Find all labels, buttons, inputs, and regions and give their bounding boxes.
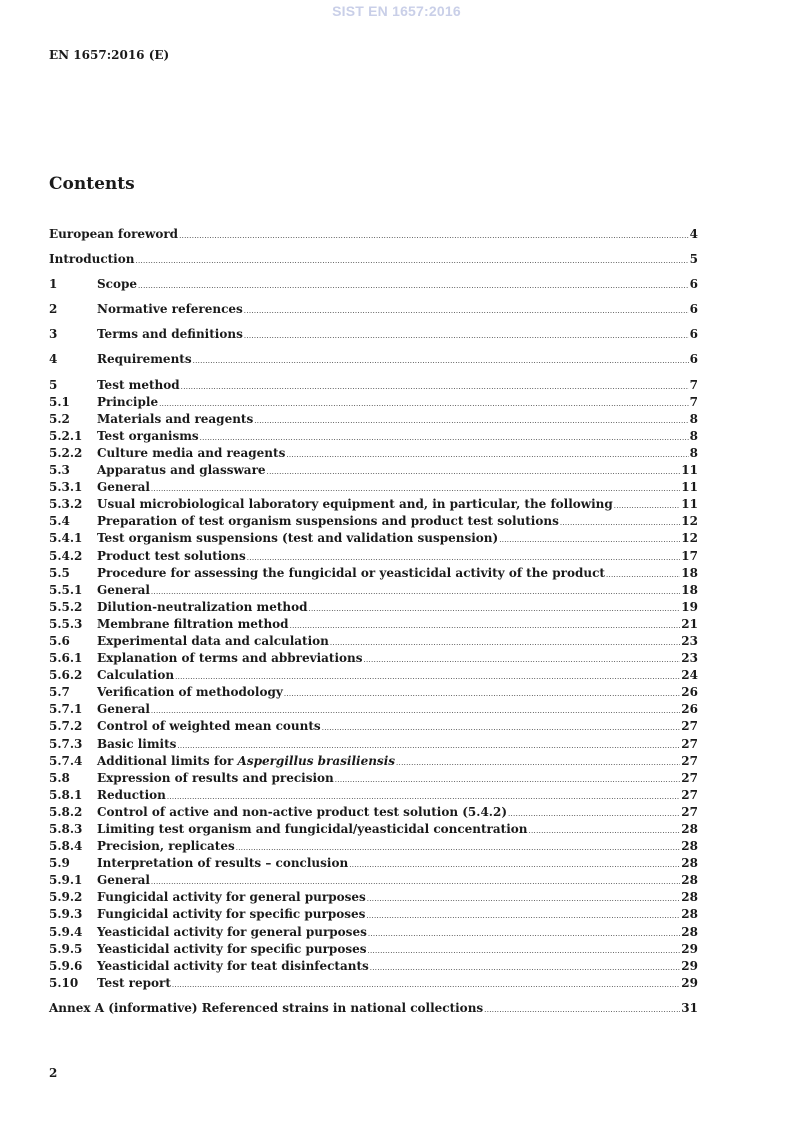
toc-entry-title-text: Reduction — [97, 787, 166, 802]
toc-entry-number: 5.6.2 — [49, 668, 83, 683]
toc-entry-title — [97, 787, 166, 804]
toc-entry-page: 28 — [681, 839, 698, 854]
toc-entry-page: 29 — [681, 958, 698, 973]
toc-entry-page: 27 — [681, 804, 698, 819]
toc-dot-leader — [499, 532, 680, 549]
toc-entry-page: 29 — [681, 975, 698, 990]
toc-entry-title — [49, 226, 178, 243]
toc-entry-title-text: Control of weighted mean counts — [97, 719, 321, 734]
toc-entry-title-text: Yeasticidal activity for general purposes — [97, 924, 367, 939]
toc-entry-title-text: Test report — [97, 975, 171, 990]
toc-dot-leader — [138, 278, 689, 295]
toc-entry-title — [97, 276, 137, 293]
toc-entry-number: 5.8.4 — [49, 839, 83, 854]
toc-entry-title-text: Verification of methodology — [97, 685, 283, 700]
toc-entry-page: 24 — [681, 668, 698, 683]
toc-dot-leader — [614, 498, 681, 515]
toc-entry-number: 5.3.2 — [49, 497, 83, 512]
toc-entry[interactable] — [49, 377, 698, 394]
toc-entry-page: 19 — [681, 599, 698, 614]
toc-entry-page: 23 — [681, 651, 698, 666]
toc-entry-page: 28 — [681, 873, 698, 888]
toc-entry-number: 5.7.4 — [49, 753, 83, 768]
toc-entry-page: 28 — [681, 856, 698, 871]
toc-dot-leader — [284, 686, 680, 703]
toc-entry-number: 5.8 — [49, 770, 70, 785]
toc-entry-title — [97, 377, 180, 394]
toc-entry[interactable] — [49, 924, 698, 941]
toc-entry-title-text: Calculation — [97, 668, 175, 683]
toc-entry-number: 5.4.1 — [49, 531, 83, 546]
toc-entry[interactable] — [49, 462, 698, 479]
toc-entry-number: 2 — [49, 302, 58, 317]
toc-entry-title-text: Materials and reagents — [97, 411, 254, 426]
toc-entry-title-text: European foreword — [49, 227, 179, 241]
toc-entry-title-text: Product test solutions — [97, 548, 246, 563]
toc-entry-title — [49, 251, 134, 268]
toc-entry-title-text: Yeasticidal activity for teat disinfectants — [97, 958, 369, 973]
toc-entry-title — [97, 718, 321, 735]
toc-entry-page: 26 — [681, 685, 698, 700]
toc-entry-page: 4 — [689, 227, 698, 241]
toc-entry[interactable] — [49, 821, 698, 838]
toc-entry-number: 5.6 — [49, 633, 70, 648]
toc-entry[interactable] — [49, 301, 698, 318]
toc-dot-leader — [484, 1002, 680, 1019]
toc-entry-title — [97, 599, 308, 616]
toc-dot-leader — [335, 772, 681, 789]
toc-dot-leader — [367, 891, 681, 908]
toc-entry[interactable] — [49, 326, 698, 343]
toc-entry-title-text: Test organisms — [97, 428, 199, 443]
toc-entry-number: 5.6.1 — [49, 651, 83, 666]
toc-entry-page: 6 — [689, 327, 698, 342]
toc-entry-title — [97, 941, 366, 958]
toc-entry-number: 5.7.1 — [49, 702, 83, 717]
document-id: EN 1657:2016 (E) — [49, 48, 170, 62]
toc-entry[interactable] — [49, 411, 698, 428]
toc-entry-number: 5.5.3 — [49, 616, 83, 631]
toc-entry-title — [97, 301, 243, 318]
toc-entry[interactable] — [49, 276, 698, 293]
toc-entry[interactable] — [49, 958, 698, 975]
toc-entry-number: 5.9 — [49, 856, 70, 871]
toc-entry-page: 7 — [689, 394, 698, 409]
toc-entry[interactable] — [49, 530, 698, 547]
toc-entry[interactable] — [49, 251, 698, 268]
toc-entry-title — [97, 838, 235, 855]
toc-entry-page: 7 — [689, 377, 698, 392]
toc-entry-title — [97, 889, 366, 906]
toc-dot-leader — [286, 447, 688, 464]
toc-entry-title-text: General — [97, 873, 150, 888]
toc-entry[interactable] — [49, 804, 698, 821]
toc-entry-title-text: Requirements — [97, 352, 192, 367]
toc-entry-number: 5.2.2 — [49, 445, 83, 460]
toc-dot-leader — [322, 720, 681, 737]
toc-entry-number: 5.3 — [49, 463, 70, 478]
toc-entry-number: 5.8.1 — [49, 787, 83, 802]
toc-entry-page: 28 — [681, 890, 698, 905]
toc-entry-title — [97, 855, 348, 872]
toc-entry-title-text: Fungicidal activity for general purposes — [97, 890, 366, 905]
toc-entry-title — [97, 804, 507, 821]
toc-entry[interactable] — [49, 718, 698, 735]
toc-entry-page: 12 — [681, 531, 698, 546]
toc-dot-leader — [172, 977, 680, 994]
toc-entry-number: 5.4.2 — [49, 548, 83, 563]
toc-entry[interactable] — [49, 479, 698, 496]
toc-dot-leader — [135, 253, 688, 270]
toc-entry-page: 5 — [689, 252, 698, 267]
toc-dot-leader — [368, 926, 680, 943]
toc-entry[interactable] — [49, 889, 698, 906]
toc-entry-page: 26 — [681, 702, 698, 717]
toc-dot-leader — [560, 515, 680, 532]
toc-entry-title — [97, 667, 174, 684]
toc-entry-title-text: Preparation of test organism suspensions and product test solutions — [97, 514, 559, 529]
toc-entry-title-text: Additional limits for — [97, 753, 238, 768]
toc-entry[interactable] — [49, 906, 698, 923]
toc-entry-number: 5.1 — [49, 394, 70, 409]
toc-entry-title-text: Limiting test organism and fungicidal/yeasticidal concentration — [97, 822, 528, 836]
toc-entry[interactable] — [49, 684, 698, 701]
toc-entry-number: 5.10 — [49, 975, 79, 990]
toc-entry-title-text: Yeasticidal activity for specific purposes — [97, 941, 367, 956]
toc-entry[interactable] — [49, 565, 698, 582]
toc-entry-number: 5.4 — [49, 514, 70, 529]
toc-dot-leader — [529, 823, 681, 840]
toc-entry[interactable] — [49, 941, 698, 958]
toc-entry-page: 6 — [689, 352, 698, 367]
toc-entry-title-text: Test organism suspensions (test and validation suspension) — [97, 531, 499, 546]
toc-entry-title-text: Experimental data and calculation — [97, 633, 329, 648]
toc-entry-title — [97, 496, 613, 513]
toc-entry-title — [97, 428, 199, 445]
toc-entry-page: 31 — [681, 1000, 698, 1015]
toc-entry-title-text: Control of active and non-active product test solution (5.4.2) — [97, 804, 507, 819]
toc-entry-title-text: Normative references — [97, 302, 243, 317]
toc-entry-page: 28 — [681, 822, 698, 836]
toc-entry-number: 5.9.6 — [49, 958, 83, 973]
toc-entry[interactable] — [49, 548, 698, 565]
toc-entry[interactable] — [49, 701, 698, 718]
toc-entry-page: 17 — [681, 548, 698, 563]
toc-dot-leader — [179, 228, 689, 245]
toc-entry-title-text: Terms and definitions — [97, 327, 243, 342]
toc-entry[interactable] — [49, 872, 698, 889]
toc-dot-leader — [181, 379, 689, 396]
toc-entry-page: 8 — [689, 445, 698, 460]
toc-entry-page: 12 — [681, 514, 698, 529]
toc-entry[interactable] — [49, 394, 698, 411]
toc-entry-page: 6 — [689, 277, 698, 292]
toc-entry-title — [97, 770, 334, 787]
toc-entry-page: 8 — [689, 411, 698, 426]
toc-entry-number: 1 — [49, 277, 58, 292]
toc-dot-leader — [396, 755, 680, 772]
toc-entry-title-text: Culture media and reagents — [97, 445, 286, 460]
toc-entry-title-text: Interpretation of results – conclusion — [97, 856, 349, 871]
toc-entry-page: 28 — [681, 907, 698, 922]
toc-entry-title-text: Usual microbiological laboratory equipment and, in particular, the following — [97, 497, 613, 512]
toc-entry-title-text: Apparatus and glassware — [97, 463, 266, 478]
toc-entry[interactable] — [49, 667, 698, 684]
toc-dot-leader — [330, 635, 680, 652]
toc-entry-title — [97, 513, 559, 530]
toc-entry-title-text: Procedure for assessing the fungicidal or yeasticidal activity of the product — [97, 565, 605, 580]
toc-entry-title — [97, 326, 243, 343]
toc-entry-title — [97, 633, 329, 650]
toc-entry-title-text: Membrane filtration method — [97, 616, 289, 631]
toc-entry-number: 5.9.4 — [49, 924, 83, 939]
toc-dot-leader — [363, 652, 680, 669]
toc-entry-title — [97, 975, 171, 992]
toc-dot-leader — [244, 303, 689, 320]
toc-entry-number: 5.7.3 — [49, 736, 83, 751]
toc-entry-title — [97, 736, 176, 753]
page-number: 2 — [49, 1066, 58, 1080]
toc-dot-leader — [606, 567, 680, 584]
toc-entry-title-text: General — [97, 582, 150, 597]
toc-entry-number: 5 — [49, 377, 58, 392]
toc-entry-title-text: Scope — [97, 277, 138, 292]
toc-entry-page: 11 — [681, 463, 698, 478]
toc-entry-page: 23 — [681, 633, 698, 648]
toc-entry-title — [97, 462, 266, 479]
toc-entry-page: 27 — [681, 753, 698, 768]
toc-entry-title — [49, 1000, 483, 1017]
toc-entry-page: 11 — [681, 480, 698, 495]
toc-entry-number: 5.8.2 — [49, 804, 83, 819]
toc-entry-page: 11 — [681, 497, 698, 512]
toc-entry-title — [97, 821, 528, 838]
toc-entry-title — [97, 582, 150, 599]
toc-entry-title — [97, 411, 253, 428]
toc-entry[interactable] — [49, 513, 698, 530]
toc-entry[interactable] — [49, 736, 698, 753]
toc-entry[interactable] — [49, 599, 698, 616]
toc-dot-leader — [244, 328, 689, 345]
toc-entry-page: 27 — [681, 787, 698, 802]
toc-dot-leader — [370, 960, 681, 977]
toc-entry-title-text: Expression of results and precision — [97, 770, 334, 785]
toc-entry-page: 27 — [681, 770, 698, 785]
toc-entry-title — [97, 548, 246, 565]
toc-entry-number: 5.7.2 — [49, 719, 83, 734]
toc-entry-title — [97, 924, 367, 941]
toc-entry-title-text: General — [97, 480, 150, 495]
toc-entry-title-text: Dilution-neutralization method — [97, 599, 308, 614]
toc-entry-title — [97, 394, 158, 411]
toc-entry-title-text: General — [97, 702, 150, 717]
toc-entry-title — [97, 616, 289, 633]
toc-entry-number: 5.9.3 — [49, 907, 83, 922]
toc-dot-leader — [349, 857, 680, 874]
toc-entry-title — [97, 701, 150, 718]
toc-entry-page: 18 — [681, 565, 698, 580]
toc-dot-leader — [309, 601, 681, 618]
toc-entry[interactable] — [49, 650, 698, 667]
toc-entry-page: 6 — [689, 302, 698, 317]
toc-entry[interactable] — [49, 496, 698, 513]
toc-entry-title — [97, 445, 285, 462]
toc-entry-title-text: Introduction — [49, 252, 135, 267]
toc-entry-page: 28 — [681, 924, 698, 939]
toc-dot-leader — [193, 353, 689, 370]
toc-entry-number: 5.8.3 — [49, 822, 83, 836]
toc-entry-number: 5.9.2 — [49, 890, 83, 905]
toc-entry-title — [97, 479, 150, 496]
toc-entry-title — [97, 650, 362, 667]
toc-dot-leader — [290, 618, 681, 635]
toc-entry-number: 5.9.1 — [49, 873, 83, 888]
toc-entry-title-text: Precision, replicates — [97, 839, 235, 854]
toc-entry[interactable] — [49, 616, 698, 633]
toc-entry-page: 8 — [689, 428, 698, 443]
toc-entry-title-text: Explanation of terms and abbreviations — [97, 651, 363, 666]
contents-heading: Contents — [49, 174, 135, 194]
table-of-contents — [49, 226, 698, 1017]
toc-entry-title-text: Test method — [97, 377, 180, 392]
toc-entry-number: 5.9.5 — [49, 941, 83, 956]
toc-entry-page: 21 — [681, 616, 698, 631]
toc-entry-page: 18 — [681, 582, 698, 597]
toc-entry-title — [97, 684, 283, 701]
toc-entry-page: 27 — [681, 736, 698, 751]
toc-entry-title — [97, 753, 395, 770]
toc-entry-title-text: Basic limits — [97, 736, 177, 751]
toc-dot-leader — [508, 806, 680, 823]
toc-entry[interactable] — [49, 753, 698, 770]
toc-dot-leader — [267, 464, 681, 481]
toc-dot-leader — [366, 908, 680, 925]
toc-entry-page: 27 — [681, 719, 698, 734]
toc-entry-number: 5.5.2 — [49, 599, 83, 614]
toc-entry-title-text: Principle — [97, 394, 159, 409]
toc-entry-number: 5.5.1 — [49, 582, 83, 597]
toc-entry[interactable] — [49, 1000, 698, 1017]
toc-entry-title — [97, 565, 605, 582]
toc-entry-title-text: Fungicidal activity for specific purposes — [97, 907, 366, 922]
toc-entry-title — [97, 872, 150, 889]
toc-entry-title — [97, 351, 192, 368]
toc-entry[interactable] — [49, 770, 698, 787]
toc-entry-title-italic: Aspergillus brasiliensis — [237, 753, 396, 768]
toc-entry-number: 5.2.1 — [49, 428, 83, 443]
toc-entry[interactable] — [49, 226, 698, 243]
toc-entry-number: 4 — [49, 352, 58, 367]
toc-entry[interactable] — [49, 855, 698, 872]
toc-entry-title — [97, 958, 369, 975]
toc-entry[interactable] — [49, 633, 698, 650]
toc-entry-number: 5.3.1 — [49, 480, 83, 495]
toc-dot-leader — [254, 413, 688, 430]
toc-entry[interactable] — [49, 351, 698, 368]
toc-entry[interactable] — [49, 445, 698, 462]
toc-entry-number: 3 — [49, 327, 58, 342]
toc-dot-leader — [367, 943, 680, 960]
toc-entry[interactable] — [49, 428, 698, 445]
toc-entry-number: 5.5 — [49, 565, 70, 580]
toc-entry-title-text: Annex A (informative) Referenced strains in national collections — [49, 1000, 484, 1015]
toc-entry-title — [97, 530, 498, 547]
toc-entry-number: 5.2 — [49, 411, 70, 426]
toc-entry-title — [97, 906, 365, 923]
toc-entry[interactable] — [49, 975, 698, 992]
toc-entry-page: 29 — [681, 941, 698, 956]
toc-entry[interactable] — [49, 582, 698, 599]
watermark: SIST EN 1657:2016 — [332, 3, 461, 19]
toc-entry[interactable] — [49, 838, 698, 855]
toc-entry[interactable] — [49, 787, 698, 804]
toc-entry-number: 5.7 — [49, 685, 70, 700]
